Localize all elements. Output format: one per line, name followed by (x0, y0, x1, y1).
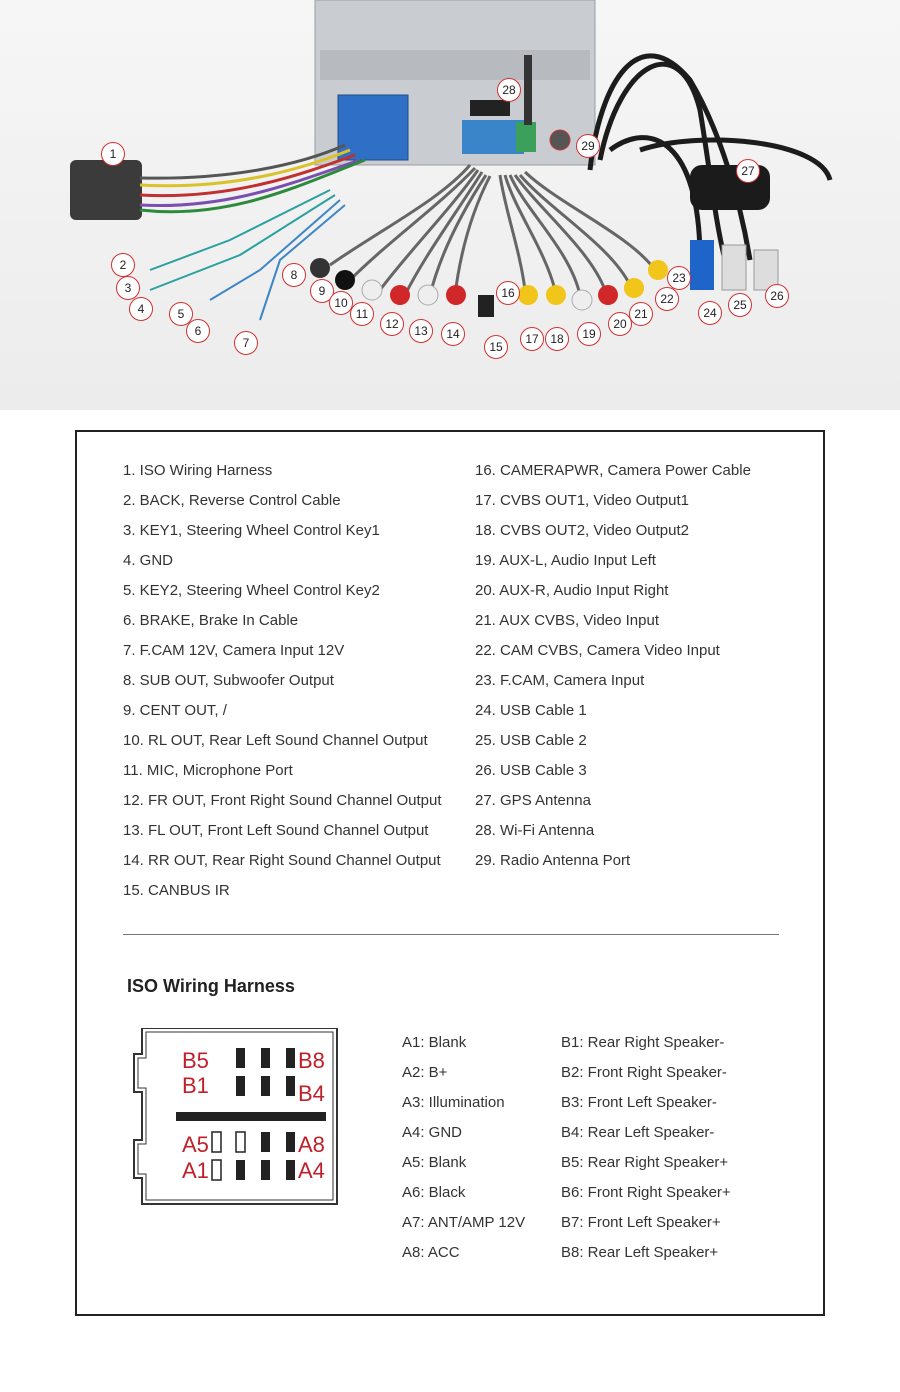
iso-pin-item: B4: Rear Left Speaker- (561, 1124, 715, 1141)
connector-label-a1: A1 (182, 1158, 209, 1183)
connector-label-b5: B5 (182, 1048, 209, 1073)
black-sockets (470, 100, 510, 116)
callout-number: 7 (234, 331, 258, 355)
callout-number: 24 (698, 301, 722, 325)
legend-item: 10. RL OUT, Rear Left Sound Channel Output (123, 732, 428, 749)
legend-item: 22. CAM CVBS, Camera Video Input (475, 642, 720, 659)
legend-item: 18. CVBS OUT2, Video Output2 (475, 522, 690, 539)
iso-pin-item: A4: GND (402, 1124, 463, 1141)
iso-pin-item: B2: Front Right Speaker- (561, 1064, 727, 1081)
callout-number: 23 (667, 266, 691, 290)
callout-number: 8 (282, 263, 306, 287)
callout-number: 14 (441, 322, 465, 346)
callout-number: 22 (655, 287, 679, 311)
legend-item: 27. GPS Antenna (475, 792, 591, 809)
iso-pin-item: A6: Black (402, 1184, 466, 1201)
callout-number: 27 (736, 159, 760, 183)
iso-section-title: ISO Wiring Harness (127, 976, 295, 996)
legend-item: 5. KEY2, Steering Wheel Control Key2 (123, 582, 380, 599)
legend-item: 1. ISO Wiring Harness (123, 462, 273, 479)
callout-number: 10 (329, 291, 353, 315)
connector-label-b8: B8 (298, 1048, 325, 1073)
aux-socket (462, 120, 524, 154)
head-unit-vents (320, 50, 590, 80)
connector-label-b4: B4 (298, 1081, 325, 1106)
connector-label-a4: A4 (298, 1158, 325, 1183)
connector-label-b1: B1 (182, 1073, 209, 1098)
legend-item: 17. CVBS OUT1, Video Output1 (475, 492, 690, 509)
iso-pin-item: B5: Rear Right Speaker+ (561, 1154, 729, 1171)
callout-number: 16 (496, 281, 520, 305)
iso-a-pin-list (402, 1028, 525, 1268)
callout-number: 3 (116, 276, 140, 300)
legend-item: 7. F.CAM 12V, Camera Input 12V (123, 642, 345, 659)
wifi-antenna (524, 55, 532, 125)
legend-item: 2. BACK, Reverse Control Cable (123, 492, 341, 509)
legend-item: 15. CANBUS IR (123, 882, 230, 899)
iso-pin-item: B8: Rear Left Speaker+ (561, 1244, 719, 1261)
legend-item: 26. USB Cable 3 (475, 762, 587, 779)
iso-pin-item: B7: Front Left Speaker+ (561, 1214, 721, 1231)
iso-pin-item: A3: Illumination (402, 1094, 505, 1111)
legend-item: 14. RR OUT, Rear Right Sound Channel Output (123, 852, 441, 869)
harness-product-photo (0, 0, 900, 410)
connector-label-a8: A8 (298, 1132, 325, 1157)
harness-illustration (0, 0, 900, 410)
legend-item: 29. Radio Antenna Port (475, 852, 631, 869)
callout-number: 4 (129, 297, 153, 321)
legend-item: 19. AUX-L, Audio Input Left (475, 552, 656, 569)
iso-plug (70, 160, 142, 220)
callout-number: 6 (186, 319, 210, 343)
iso-b-pin-list (561, 1028, 731, 1268)
iso-connector-diagram (132, 1028, 342, 1208)
legend-left-column (123, 456, 442, 906)
legend-item: 3. KEY1, Steering Wheel Control Key1 (123, 522, 380, 539)
legend-item: 16. CAMERAPWR, Camera Power Cable (475, 462, 751, 479)
callout-number: 20 (608, 312, 632, 336)
legend-panel (75, 430, 825, 1316)
legend-item: 24. USB Cable 1 (475, 702, 587, 719)
iso-pin-item: A2: B+ (402, 1064, 448, 1081)
callout-number: 13 (409, 319, 433, 343)
legend-item: 12. FR OUT, Front Right Sound Channel Output (123, 792, 442, 809)
legend-item: 28. Wi-Fi Antenna (475, 822, 595, 839)
connector-label-a5: A5 (182, 1132, 209, 1157)
legend-item: 11. MIC, Microphone Port (123, 762, 293, 779)
callout-number: 2 (111, 253, 135, 277)
callout-number: 26 (765, 284, 789, 308)
usb-cable-1 (690, 240, 714, 290)
legend-item: 6. BRAKE, Brake In Cable (123, 612, 299, 629)
radio-antenna-port (550, 130, 570, 150)
callout-number: 1 (101, 142, 125, 166)
legend-item: 9. CENT OUT, / (123, 702, 227, 719)
callout-number: 11 (350, 302, 374, 326)
callout-number: 9 (310, 279, 334, 303)
iso-pin-item: B6: Front Right Speaker+ (561, 1184, 731, 1201)
legend-item: 23. F.CAM, Camera Input (475, 672, 645, 689)
iso-pin-item: A1: Blank (402, 1034, 467, 1051)
legend-item: 4. GND (123, 552, 174, 569)
callout-number: 18 (545, 327, 569, 351)
legend-item: 8. SUB OUT, Subwoofer Output (123, 672, 334, 689)
legend-item: 25. USB Cable 2 (475, 732, 587, 749)
callout-number: 12 (380, 312, 404, 336)
iso-pin-item: B1: Rear Right Speaker- (561, 1034, 725, 1051)
green-socket (516, 122, 536, 152)
callout-number: 19 (577, 322, 601, 346)
callout-number: 29 (576, 134, 600, 158)
legend-right-column (475, 456, 751, 876)
iso-pin-item: B3: Front Left Speaker- (561, 1094, 717, 1111)
callout-number: 5 (169, 302, 193, 326)
callout-number: 21 (629, 302, 653, 326)
section-divider (123, 934, 779, 935)
callout-number: 25 (728, 293, 752, 317)
iso-pin-item: A5: Blank (402, 1154, 467, 1171)
legend-item: 13. FL OUT, Front Left Sound Channel Output (123, 822, 429, 839)
callout-number: 15 (484, 335, 508, 359)
callout-number: 28 (497, 78, 521, 102)
iso-pin-item: A7: ANT/AMP 12V (402, 1214, 526, 1231)
iso-pin-item: A8: ACC (402, 1244, 460, 1261)
legend-item: 20. AUX-R, Audio Input Right (475, 582, 669, 599)
usb-cable-2 (722, 245, 746, 290)
legend-item: 21. AUX CVBS, Video Input (475, 612, 660, 629)
callout-number: 17 (520, 327, 544, 351)
